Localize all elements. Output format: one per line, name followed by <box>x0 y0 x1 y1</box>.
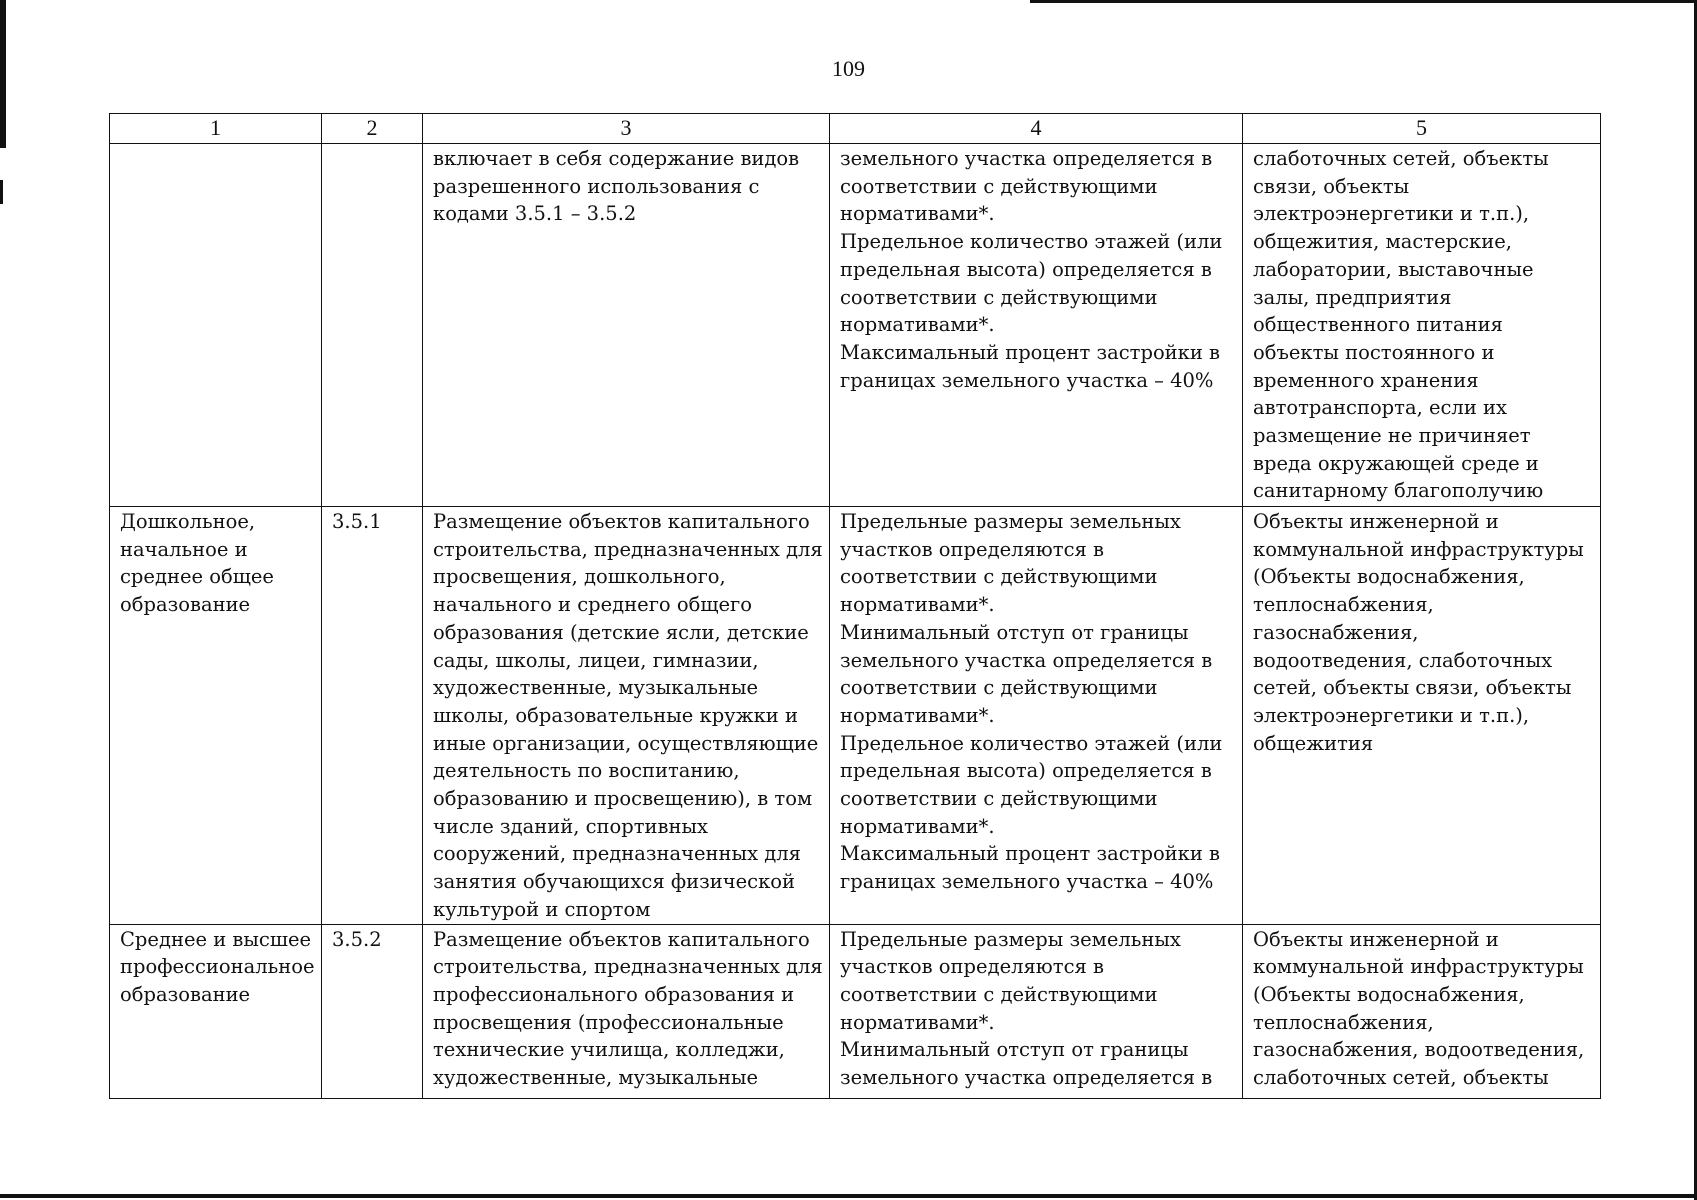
cell-text-line: Предельное количество этажей (или <box>840 230 1223 254</box>
cell-text-line: лаборатории, выставочные <box>1253 257 1534 281</box>
cell-text-line: связи, объекты <box>1253 174 1410 198</box>
cell-text-line: предельная высота) определяется в <box>840 759 1212 783</box>
cell-text-line: художественные, музыкальные <box>433 676 759 700</box>
cell-text-line: образования (детские ясли, детские <box>433 620 809 644</box>
cell-text-line: деятельность по воспитанию, <box>433 759 740 783</box>
cell-text-line: коммунальной инфраструктуры <box>1253 955 1584 979</box>
cell-text-line: просвещения (профессиональные <box>433 1010 784 1034</box>
cell-text-line: предельная высота) определяется в <box>840 257 1212 281</box>
cell-text-line: электроэнергетики и т.п.), <box>1253 703 1530 727</box>
auxiliary-uses-cell <box>1243 924 1601 1098</box>
cell-text-line: участков определяются в <box>840 537 1104 561</box>
column-header: 4 <box>830 114 1243 144</box>
cell-text-line: сооружений, предназначенных для <box>433 842 801 866</box>
cell-text-line: Среднее и высшее <box>120 927 312 951</box>
cell-text-line: теплоснабжения, <box>1253 1010 1434 1034</box>
column-header: 2 <box>322 114 423 144</box>
cell-text-line: автотранспорта, если их <box>1253 396 1508 420</box>
cell-text-line: электроэнергетики и т.п.), <box>1253 202 1530 226</box>
cell-text-line: вреда окружающей среде и <box>1253 451 1539 475</box>
cell-text-line: включает в себя содержание видов <box>433 147 800 170</box>
cell-text-line: общественного питания <box>1253 313 1503 337</box>
column-header: 3 <box>423 114 830 144</box>
cell-text-line: профессионального образования и <box>433 982 795 1006</box>
use-parameters-cell <box>830 924 1243 1098</box>
column-header: 5 <box>1243 114 1601 144</box>
cell-text-line: земельного участка определяется в <box>840 1066 1213 1090</box>
cell-text-line: художественные, музыкальные <box>433 1066 759 1090</box>
use-name-cell <box>110 507 322 925</box>
cell-text-line: залы, предприятия <box>1253 285 1452 309</box>
page-number: 109 <box>832 56 865 81</box>
use-description-cell <box>423 144 830 507</box>
cell-text-line: 3.5.2 <box>332 927 382 951</box>
cell-text-line: образованию и просвещению), в том <box>433 787 813 811</box>
use-parameters-cell <box>830 507 1243 925</box>
cell-text-line: Максимальный процент застройки в <box>840 842 1221 866</box>
cell-text-line: Максимальный процент застройки в <box>840 340 1221 364</box>
cell-text-line: занятия обучающихся физической <box>433 870 796 894</box>
cell-text-line: Объекты инженерной и <box>1253 927 1499 951</box>
table-row <box>110 507 1601 925</box>
cell-text-line: технические училища, колледжи, <box>433 1038 785 1062</box>
cell-text-line: слаботочных сетей, объекты <box>1253 147 1549 170</box>
cell-text-line: соответствии с действующими <box>840 565 1158 589</box>
use-parameters-cell <box>830 144 1243 507</box>
use-code-cell <box>322 507 423 925</box>
cell-text-line: строительства, предназначенных для <box>433 955 823 979</box>
use-name-cell <box>110 924 322 1098</box>
cell-text-line: профессиональное <box>120 955 315 979</box>
cell-text-line: объекты постоянного и <box>1253 340 1495 364</box>
cell-text-line: образование <box>120 593 251 617</box>
cell-text-line: Дошкольное, <box>120 510 256 533</box>
cell-text-line: коммунальной инфраструктуры <box>1253 537 1584 561</box>
cell-text-line: 3.5.1 <box>332 510 382 533</box>
cell-text-line: Предельные размеры земельных <box>840 510 1181 533</box>
scan-edge-bottom <box>0 1194 1697 1198</box>
cell-text-line: Предельные размеры земельных <box>840 927 1181 951</box>
cell-text-line: разрешенного использования с <box>433 174 760 198</box>
cell-text-line: Минимальный отступ от границы <box>840 620 1189 644</box>
cell-text-line: (Объекты водоснабжения, <box>1253 565 1525 589</box>
table-header-row <box>110 114 1601 144</box>
cell-text-line: кодами 3.5.1 – 3.5.2 <box>433 202 637 226</box>
cell-text-line: начального и среднего общего <box>433 593 752 617</box>
cell-text-line: соответствии с действующими <box>840 676 1158 700</box>
use-description-cell <box>423 924 830 1098</box>
cell-text-line: соответствии с действующими <box>840 285 1158 309</box>
cell-text-line: размещение не причиняет <box>1253 424 1531 448</box>
auxiliary-uses-cell <box>1243 144 1601 507</box>
cell-text-line: образование <box>120 982 251 1006</box>
use-name-cell <box>110 144 322 507</box>
column-header: 1 <box>110 114 322 144</box>
cell-text-line: газоснабжения, <box>1253 620 1419 644</box>
cell-text-line: нормативами*. <box>840 202 995 226</box>
cell-text-line: Размещение объектов капитального <box>433 927 810 951</box>
cell-text-line: Размещение объектов капитального <box>433 510 810 533</box>
cell-text-line: земельного участка определяется в <box>840 648 1213 672</box>
scan-edge-top <box>1030 0 1697 3</box>
land-use-table <box>109 113 1601 1099</box>
cell-text-line: соответствии с действующими <box>840 982 1158 1006</box>
scan-edge-left-mark <box>0 180 3 204</box>
use-code-cell <box>322 144 423 507</box>
cell-text-line: среднее общее <box>120 565 274 589</box>
cell-text-line: нормативами*. <box>840 593 995 617</box>
table-row <box>110 144 1601 507</box>
cell-text-line: общежития <box>1253 731 1374 755</box>
cell-text-line: начальное и <box>120 537 248 561</box>
cell-text-line: Минимальный отступ от границы <box>840 1038 1189 1062</box>
table-row <box>110 924 1601 1098</box>
cell-text-line: границах земельного участка – 40% <box>840 870 1214 894</box>
cell-text-line: просвещения, дошкольного, <box>433 565 726 589</box>
auxiliary-uses-cell <box>1243 507 1601 925</box>
cell-text-line: нормативами*. <box>840 814 995 838</box>
cell-text-line: культурой и спортом <box>433 897 651 921</box>
cell-text-line: строительства, предназначенных для <box>433 537 823 561</box>
cell-text-line: числе зданий, спортивных <box>433 814 709 838</box>
cell-text-line: нормативами*. <box>840 313 995 337</box>
cell-text-line: теплоснабжения, <box>1253 593 1434 617</box>
cell-text-line: сетей, объекты связи, объекты <box>1253 676 1572 700</box>
cell-text-line: слаботочных сетей, объекты <box>1253 1066 1549 1090</box>
cell-text-line: нормативами*. <box>840 703 995 727</box>
cell-text-line: нормативами*. <box>840 1010 995 1034</box>
cell-text-line: соответствии с действующими <box>840 787 1158 811</box>
cell-text-line: соответствии с действующими <box>840 174 1158 198</box>
cell-text-line: санитарному благополучию <box>1253 479 1544 503</box>
cell-text-line: (Объекты водоснабжения, <box>1253 982 1525 1006</box>
cell-text-line: иные организации, осуществляющие <box>433 731 819 755</box>
cell-text-line: сады, школы, лицеи, гимназии, <box>433 648 759 672</box>
cell-text-line: границах земельного участка – 40% <box>840 368 1214 392</box>
cell-text-line: временного хранения <box>1253 368 1479 392</box>
cell-text-line: общежития, мастерские, <box>1253 230 1512 254</box>
cell-text-line: участков определяются в <box>840 955 1104 979</box>
use-description-cell <box>423 507 830 925</box>
cell-text-line: газоснабжения, водоотведения, <box>1253 1038 1585 1062</box>
cell-text-line: Объекты инженерной и <box>1253 510 1499 533</box>
cell-text-line: водоотведения, слаботочных <box>1253 648 1553 672</box>
use-code-cell <box>322 924 423 1098</box>
cell-text-line: земельного участка определяется в <box>840 147 1213 170</box>
cell-text-line: Предельное количество этажей (или <box>840 731 1223 755</box>
cell-text-line: школы, образовательные кружки и <box>433 703 798 727</box>
